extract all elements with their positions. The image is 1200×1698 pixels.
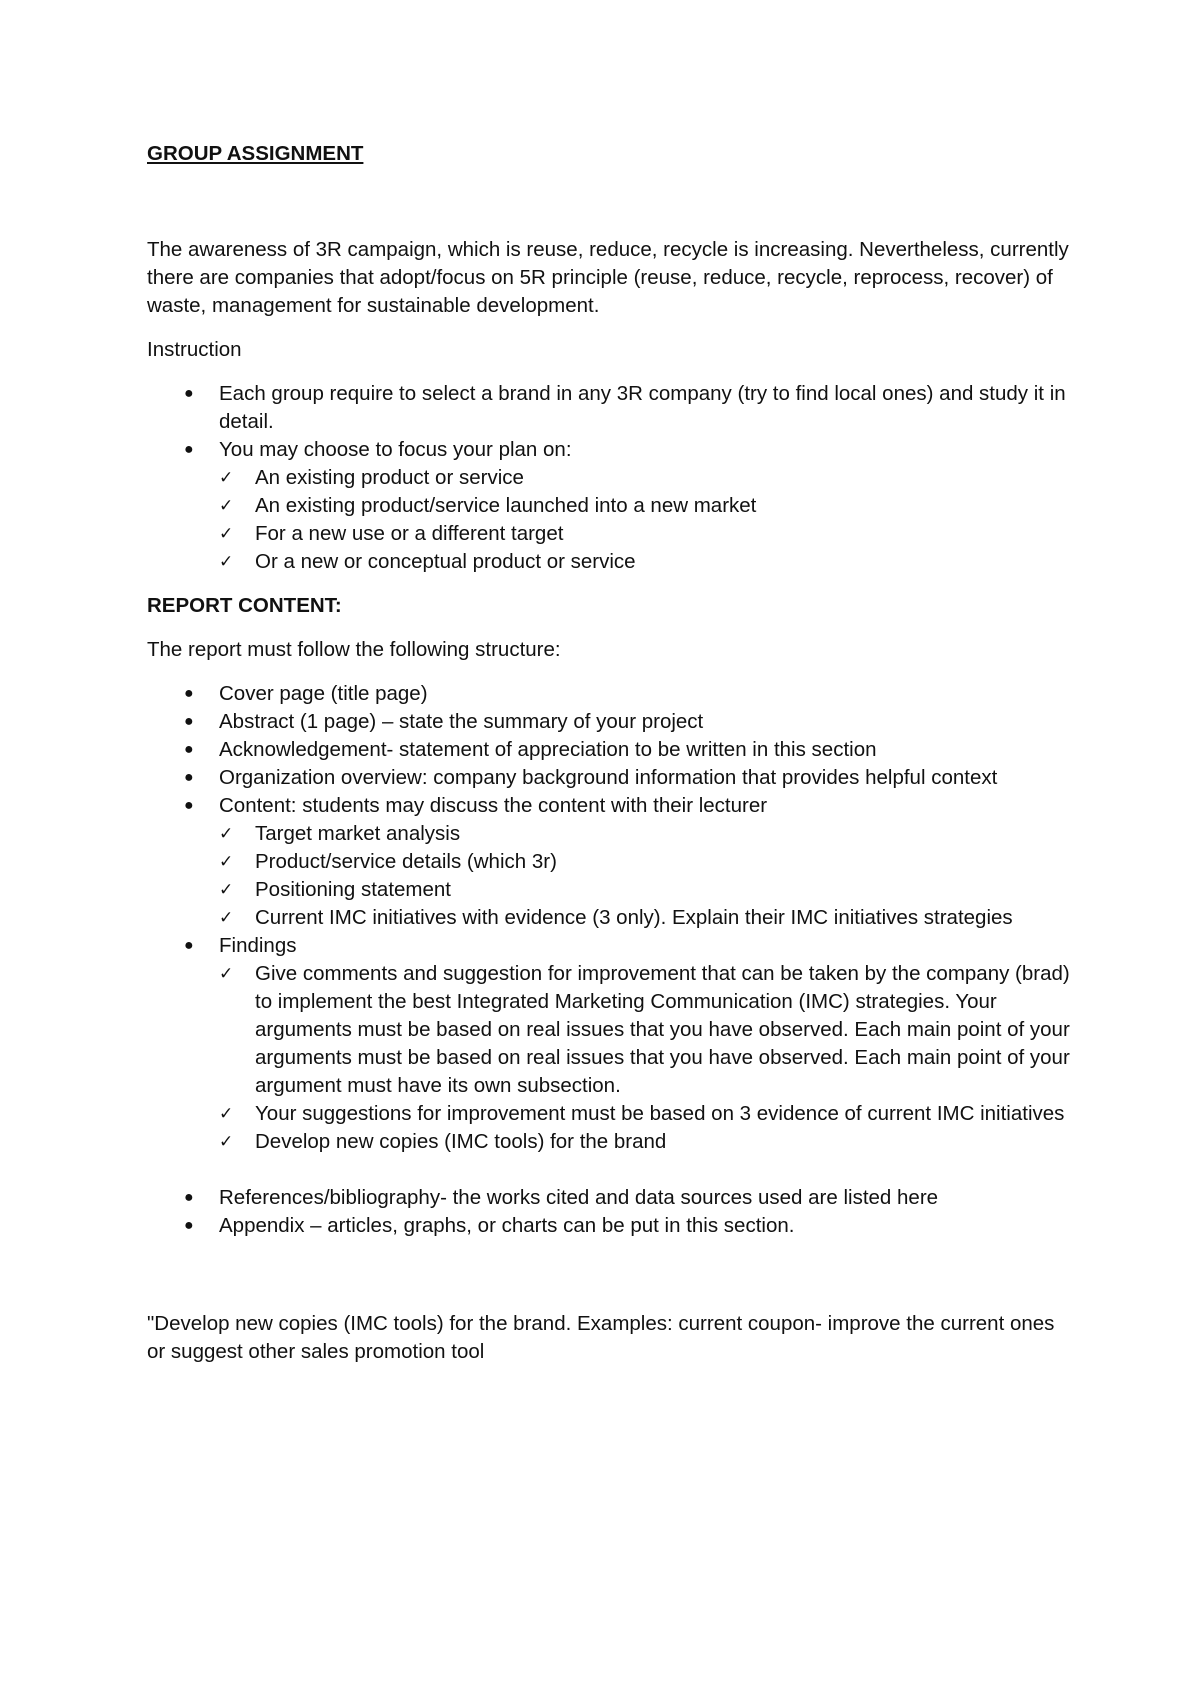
intro-paragraph: The awareness of 3R campaign, which is reuse, reduce, recycle is increasing. Nevertheless, currently there are companies that adopt/focus on 5R principle (reuse, reduce, recycle, reprocess, recover) of waste, management for sustainable development. bbox=[147, 238, 1069, 317]
bullet-icon: ● bbox=[184, 769, 194, 786]
check-item bbox=[219, 876, 1077, 904]
list-item-text: Each group require to select a brand in any 3R company (try to find local ones) and study it in detail. bbox=[219, 382, 1066, 433]
findings-checks-list bbox=[219, 960, 1077, 1156]
bullet-icon: ● bbox=[184, 441, 194, 458]
bullet-icon: ● bbox=[184, 797, 194, 814]
check-item-text: Or a new or conceptual product or service bbox=[255, 550, 636, 573]
check-item-text: Give comments and suggestion for improvement that can be taken by the company (brad) to implement the best Integrated Marketing Communication (IMC) strategies. Your arguments must be based on real issues that you have observed. Each main point of your arguments must be based on real issues that you have observed. Each main point of your argument must have its own subsection. bbox=[255, 962, 1070, 1097]
list-item bbox=[147, 792, 1077, 932]
checkmark-icon: ✓ bbox=[219, 908, 234, 928]
instruction-heading: Instruction bbox=[147, 338, 242, 361]
check-item-text: Product/service details (which 3r) bbox=[255, 850, 557, 873]
checkmark-icon: ✓ bbox=[219, 1104, 234, 1124]
list-item bbox=[147, 932, 1077, 1156]
list-item bbox=[147, 736, 1077, 764]
check-item-text: Develop new copies (IMC tools) for the brand bbox=[255, 1130, 667, 1153]
document-page bbox=[147, 140, 1077, 1382]
closing-note: "Develop new copies (IMC tools) for the brand. Examples: current coupon- improve the current ones or suggest other sales promotion tool bbox=[147, 1312, 1055, 1363]
checkmark-icon: ✓ bbox=[219, 1132, 234, 1152]
check-item bbox=[219, 1128, 1077, 1156]
checkmark-icon: ✓ bbox=[219, 468, 234, 488]
content-checks-list bbox=[219, 820, 1077, 932]
list-item-text: You may choose to focus your plan on: bbox=[219, 438, 572, 461]
list-item-text: Appendix – articles, graphs, or charts can be put in this section. bbox=[219, 1214, 795, 1237]
check-item-text: Positioning statement bbox=[255, 878, 452, 901]
list-item-text: Organization overview: company background information that provides helpful context bbox=[219, 766, 998, 789]
checkmark-icon: ✓ bbox=[219, 880, 234, 900]
check-item-text: Your suggestions for improvement must be based on 3 evidence of current IMC initiatives bbox=[255, 1102, 1065, 1125]
bullet-icon: ● bbox=[184, 1217, 194, 1234]
check-item bbox=[219, 904, 1077, 932]
report-content-heading: REPORT CONTENT: bbox=[147, 594, 342, 617]
focus-options-list bbox=[219, 464, 1077, 576]
bullet-icon: ● bbox=[184, 685, 194, 702]
report-lead: The report must follow the following structure: bbox=[147, 638, 561, 661]
list-item-text: References/bibliography- the works cited and data sources used are listed here bbox=[219, 1186, 939, 1209]
list-item-text: Acknowledgement- statement of appreciation to be written in this section bbox=[219, 738, 877, 761]
list-item bbox=[147, 764, 1077, 792]
list-item bbox=[147, 680, 1077, 708]
check-item bbox=[219, 520, 1077, 548]
checkmark-icon: ✓ bbox=[219, 852, 234, 872]
checkmark-icon: ✓ bbox=[219, 524, 234, 544]
check-item bbox=[219, 848, 1077, 876]
check-item bbox=[219, 1100, 1077, 1128]
list-item bbox=[147, 436, 1077, 576]
check-item bbox=[219, 548, 1077, 576]
bullet-icon: ● bbox=[184, 1189, 194, 1206]
instruction-list bbox=[147, 380, 1077, 576]
list-item-text: Content: students may discuss the content with their lecturer bbox=[219, 794, 768, 817]
bullet-icon: ● bbox=[184, 713, 194, 730]
check-item bbox=[219, 492, 1077, 520]
check-item-text: For a new use or a different target bbox=[255, 522, 564, 545]
report-structure-list bbox=[147, 680, 1077, 1240]
list-item-text: Findings bbox=[219, 934, 297, 957]
check-item bbox=[219, 464, 1077, 492]
list-item-text: Cover page (title page) bbox=[219, 682, 428, 705]
check-item-text: An existing product/service launched into a new market bbox=[255, 494, 757, 517]
checkmark-icon: ✓ bbox=[219, 552, 234, 572]
check-item bbox=[219, 960, 1077, 1100]
bullet-icon: ● bbox=[184, 937, 194, 954]
list-item bbox=[147, 380, 1077, 436]
list-item bbox=[147, 1184, 1077, 1212]
check-item-text: Target market analysis bbox=[255, 822, 461, 845]
checkmark-icon: ✓ bbox=[219, 496, 234, 516]
check-item bbox=[219, 820, 1077, 848]
document-title: GROUP ASSIGNMENT bbox=[147, 142, 364, 165]
check-item-text: Current IMC initiatives with evidence (3 only). Explain their IMC initiatives strategies bbox=[255, 906, 1013, 929]
list-item bbox=[147, 708, 1077, 736]
bullet-icon: ● bbox=[184, 741, 194, 758]
checkmark-icon: ✓ bbox=[219, 824, 234, 844]
checkmark-icon: ✓ bbox=[219, 964, 234, 984]
list-item-text: Abstract (1 page) – state the summary of your project bbox=[219, 710, 704, 733]
bullet-icon: ● bbox=[184, 385, 194, 402]
list-item bbox=[147, 1212, 1077, 1240]
check-item-text: An existing product or service bbox=[255, 466, 524, 489]
